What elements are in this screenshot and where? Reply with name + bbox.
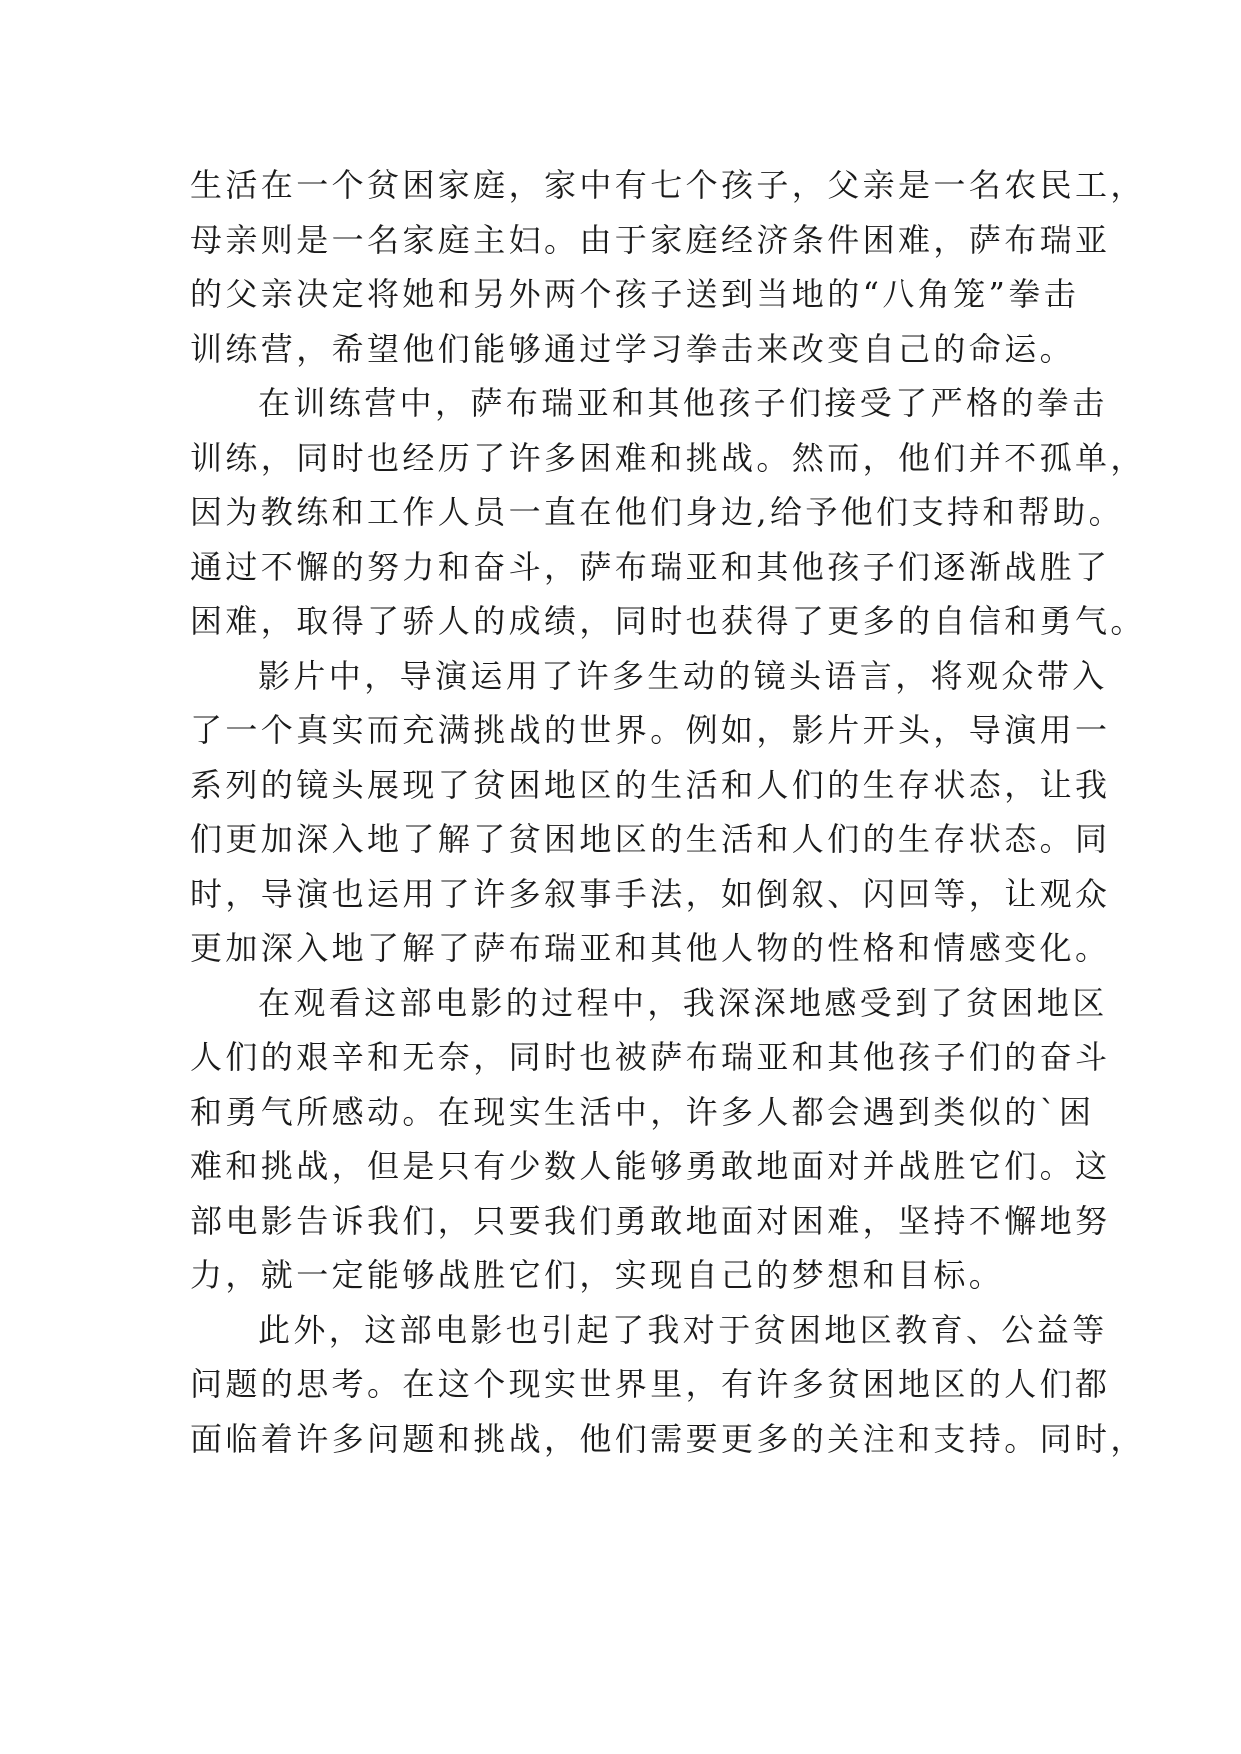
text-line: 通过不懈的努力和奋斗，萨布瑞亚和其他孩子们逐渐战胜了: [190, 547, 1111, 586]
text-line: 更加深入地了解了萨布瑞亚和其他人物的性格和情感变化。: [190, 929, 1111, 967]
text-line: 时，导演也运用了许多叙事手法，如倒叙、闪回等，让观众: [190, 874, 1111, 913]
text-line: 系列的镜头展现了贫困地区的生活和人们的生存状态，让我: [190, 765, 1111, 804]
text-line: 影片中，导演运用了许多生动的镜头语言，将观众带入: [258, 656, 1108, 695]
text-line: 难和挑战，但是只有少数人能够勇敢地面对并战胜它们。这: [190, 1147, 1111, 1185]
text-line: 人们的艰辛和无奈，同时也被萨布瑞亚和其他孩子们的奋斗: [190, 1038, 1111, 1076]
text-line: 生活在一个贫困家庭，家中有七个孩子，父亲是一名农民工，: [190, 166, 1146, 204]
text-line: 部电影告诉我们，只要我们勇敢地面对困难，坚持不懈地努: [190, 1201, 1111, 1240]
document-body: [190, 158, 1146, 1466]
text-line: 了一个真实而充满挑战的世界。例如，影片开头，导演用一: [190, 711, 1111, 749]
text-line: 在训练营中，萨布瑞亚和其他孩子们接受了严格的拳击: [258, 384, 1108, 422]
text-line: 在观看这部电影的过程中，我深深地感受到了贫困地区: [258, 983, 1108, 1022]
text-line: 训练营，希望他们能够通过学习拳击来改变自己的命运。: [190, 329, 1076, 368]
text-line: 因为教练和工作人员一直在他们身边,给予他们支持和帮助。: [190, 493, 1124, 531]
text-line: 面临着许多问题和挑战，他们需要更多的关注和支持。同时，: [190, 1419, 1146, 1458]
text-line: 此外，这部电影也引起了我对于贫困地区教育、公益等: [258, 1310, 1108, 1349]
text-line: 的父亲决定将她和另外两个孩子送到当地的“八角笼”拳击: [190, 275, 1080, 313]
text-line: 困难，取得了骄人的成绩，同时也获得了更多的自信和勇气。: [190, 602, 1146, 640]
text-line: 母亲则是一名家庭主妇。由于家庭经济条件困难，萨布瑞亚: [190, 220, 1111, 259]
text-line: 力，就一定能够战胜它们，实现自己的梦想和目标。: [190, 1256, 1005, 1294]
text-line: 们更加深入地了解了贫困地区的生活和人们的生存状态。同: [190, 820, 1111, 858]
text-line: 和勇气所感动。在现实生活中，许多人都会遇到类似的`困: [190, 1092, 1095, 1131]
text-line: 问题的思考。在这个现实世界里，有许多贫困地区的人们都: [190, 1365, 1111, 1403]
text-line: 训练，同时也经历了许多困难和挑战。然而，他们并不孤单，: [190, 438, 1146, 477]
